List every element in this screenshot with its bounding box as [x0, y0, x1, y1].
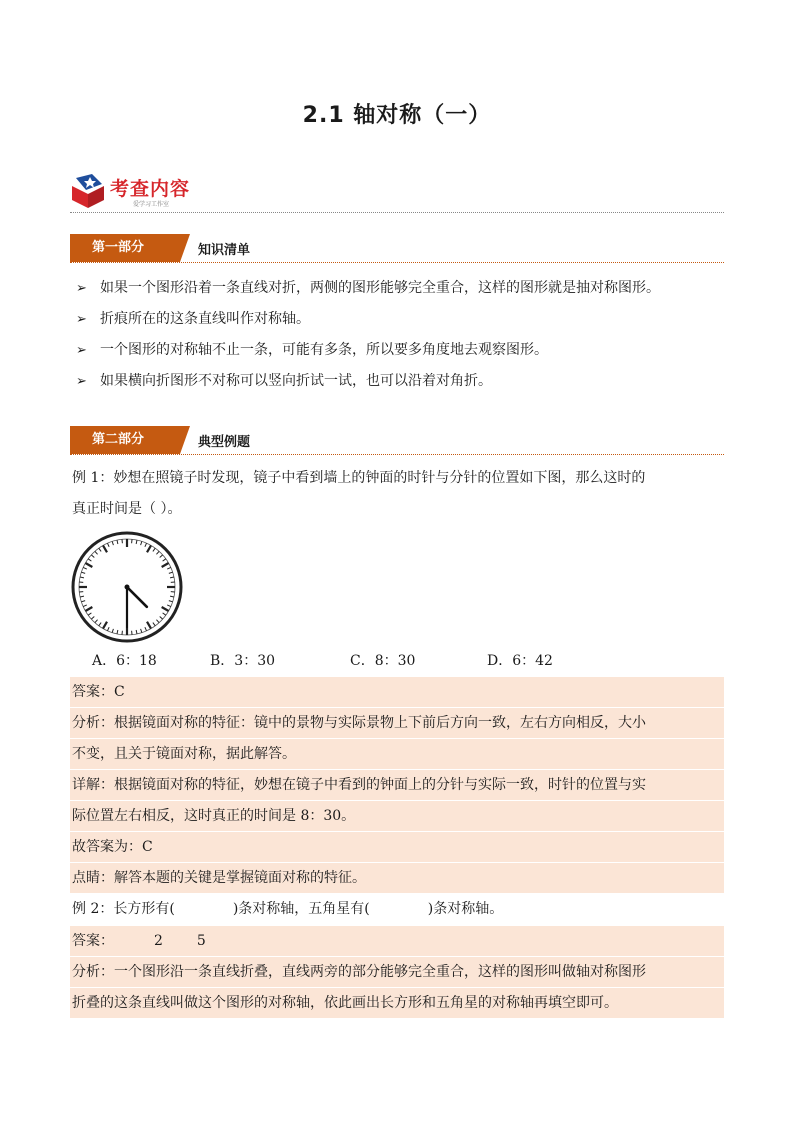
list-item: ➢ 一个图形的对称轴不止一条，可能有多条，所以要多角度地去观察图形。	[72, 335, 732, 366]
option-a: A．6：18	[92, 653, 157, 669]
detail-line: 详解：根据镜面对称的特征，妙想在镜子中看到的钟面上的分针与实际一致，时针的位置与实	[70, 770, 724, 801]
answer-line: 答案：C	[70, 677, 724, 708]
arrow-bullet-icon: ➢	[76, 374, 87, 389]
answer-2-block	[70, 926, 724, 1019]
section-tab: 第一部分	[70, 234, 180, 262]
page-title: 2.1 轴对称（一）	[302, 103, 492, 128]
list-item: ➢ 折痕所在的这条直线叫作对称轴。	[72, 304, 732, 335]
section-header-1	[70, 234, 724, 264]
section-header-2	[70, 426, 724, 456]
arrow-bullet-icon: ➢	[76, 343, 87, 358]
example-1-line-2: 真正时间是（ ）。	[72, 501, 182, 517]
list-item: ➢ 如果一个图形沿着一条直线对折，两侧的图形能够完全重合，这样的图形就是抽对称图形。	[72, 273, 732, 304]
arrow-bullet-icon: ➢	[76, 281, 87, 296]
analysis-line: 不变，且关于镜面对称，据此解答。	[70, 739, 724, 770]
option-b: B．3：30	[210, 653, 276, 669]
arrow-bullet-icon: ➢	[76, 312, 87, 327]
logo-text: 考查内容	[110, 178, 191, 200]
section-label: 典型例题	[198, 435, 251, 450]
section-label: 知识清单	[198, 243, 251, 258]
answer-value-2: 5	[196, 933, 206, 949]
example-1-line-1: 例 1：妙想在照镜子时发现，镜子中看到墙上的钟面的时针与分针的位置如下图，那么这时的	[72, 470, 646, 486]
answer-line: 答案： 2 5	[70, 926, 724, 957]
analysis-line: 分析：一个图形沿一条直线折叠，直线两旁的部分能够完全重合，这样的图形叫做轴对称图形	[70, 957, 724, 988]
knowledge-list	[72, 273, 732, 397]
analysis-line: 分析：根据镜面对称的特征：镜中的景物与实际景物上下前后方向一致，左右方向相反，大小	[70, 708, 724, 739]
divider	[70, 212, 724, 213]
example-2-question: 例 2：长方形有( )条对称轴，五角星有( )条对称轴。	[72, 901, 504, 917]
tip-line: 点睛：解答本题的关键是掌握镜面对称的特征。	[70, 863, 724, 894]
book-logo-icon	[70, 172, 106, 210]
logo	[70, 170, 210, 212]
section-underline	[70, 262, 724, 263]
analysis-line: 折叠的这条直线叫做这个图形的对称轴，依此画出长方形和五角星的对称轴再填空即可。	[70, 988, 724, 1019]
logo-subtext: 爱学习工作室	[133, 201, 170, 208]
list-item: ➢ 如果横向折图形不对称可以竖向折试一试，也可以沿着对角折。	[72, 366, 732, 397]
answer-value-1: 2	[154, 933, 163, 949]
detail-line: 际位置左右相反，这时真正的时间是 8：30。	[70, 801, 724, 832]
answer-options	[92, 646, 553, 676]
section-underline	[70, 454, 724, 455]
final-answer-line: 故答案为：C	[70, 832, 724, 863]
section-tab: 第二部分	[70, 426, 180, 454]
option-d: D．6：42	[487, 653, 553, 669]
option-c: C．8：30	[350, 653, 416, 669]
answer-1-block	[70, 677, 724, 894]
clock-icon	[70, 530, 184, 644]
